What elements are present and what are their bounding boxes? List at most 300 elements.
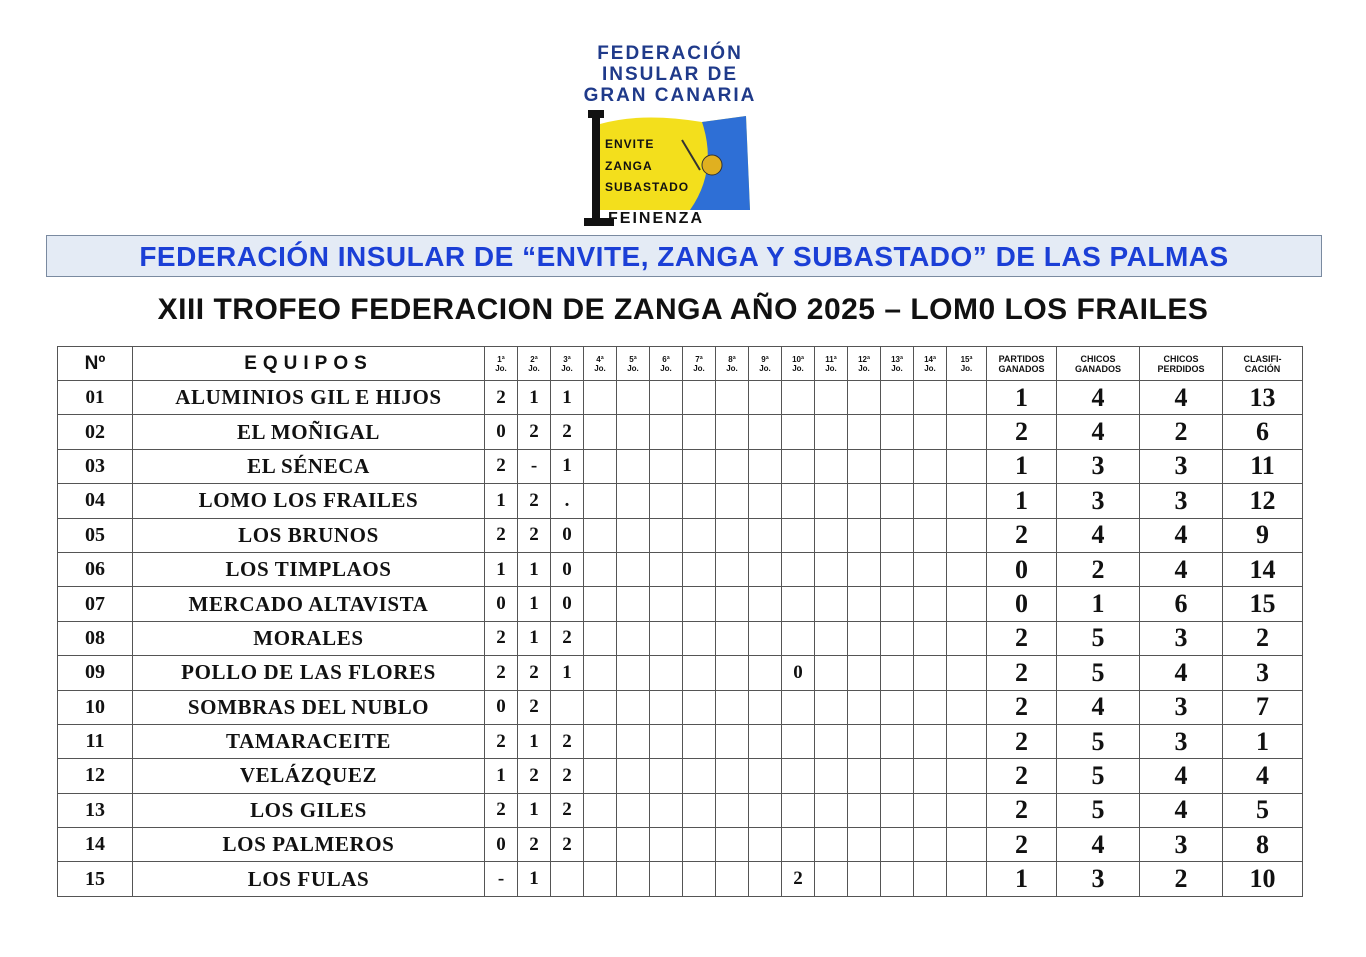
- logo-bottom-text: FEINENZA: [608, 210, 704, 227]
- header-chicos-perdidos: [1140, 347, 1223, 381]
- header-chicos-ganados-line-1: CHICOS: [1080, 353, 1116, 364]
- round-3-result: 2: [551, 415, 584, 449]
- round-14-result: [914, 759, 947, 793]
- round-14-result: [914, 862, 947, 896]
- round-5-result: [617, 690, 650, 724]
- round-1-result: 1: [485, 484, 518, 518]
- partidos-ganados: 2: [987, 828, 1057, 862]
- header-round-13-line-2: Jo.: [891, 363, 903, 373]
- round-8-result: [716, 793, 749, 827]
- chicos-perdidos: 4: [1140, 656, 1223, 690]
- table-row: [58, 828, 1303, 862]
- table-row: [58, 656, 1303, 690]
- standings-table: [57, 346, 1303, 897]
- chicos-ganados: 3: [1057, 862, 1140, 896]
- federation-banner: [46, 235, 1322, 277]
- round-1-result: 2: [485, 656, 518, 690]
- header-round-15-line-1: 15ª: [960, 354, 973, 364]
- chicos-perdidos: 3: [1140, 621, 1223, 655]
- round-5-result: [617, 759, 650, 793]
- partidos-ganados: 2: [987, 793, 1057, 827]
- round-11-result: [815, 759, 848, 793]
- header-round-6-line-2: Jo.: [660, 363, 672, 373]
- header-round-11: [815, 347, 848, 381]
- round-4-result: [584, 449, 617, 483]
- header-round-7-line-1: 7ª: [695, 354, 703, 364]
- table-row: [58, 621, 1303, 655]
- round-14-result: [914, 690, 947, 724]
- round-15-result: [947, 793, 987, 827]
- chicos-perdidos: 6: [1140, 587, 1223, 621]
- round-6-result: [650, 862, 683, 896]
- team-number: 10: [58, 690, 133, 724]
- team-name: MORALES: [133, 621, 485, 655]
- chicos-ganados: 5: [1057, 656, 1140, 690]
- round-2-result: 1: [518, 862, 551, 896]
- team-number: 06: [58, 552, 133, 586]
- round-10-result: [782, 793, 815, 827]
- round-13-result: [881, 484, 914, 518]
- round-12-result: [848, 690, 881, 724]
- chicos-ganados: 5: [1057, 759, 1140, 793]
- header-round-6: [650, 347, 683, 381]
- round-12-result: [848, 381, 881, 415]
- round-2-result: 2: [518, 828, 551, 862]
- round-6-result: [650, 793, 683, 827]
- round-7-result: [683, 759, 716, 793]
- round-13-result: [881, 621, 914, 655]
- header-partidos-ganados: [987, 347, 1057, 381]
- clasificacion: 1: [1223, 724, 1303, 758]
- round-5-result: [617, 587, 650, 621]
- round-13-result: [881, 656, 914, 690]
- header-partidos-ganados-line-1: PARTIDOS: [998, 353, 1045, 364]
- federation-logo: [560, 40, 780, 230]
- table-row: [58, 449, 1303, 483]
- round-12-result: [848, 828, 881, 862]
- header-round-4-line-1: 4ª: [596, 354, 604, 364]
- round-15-result: [947, 621, 987, 655]
- team-number: 14: [58, 828, 133, 862]
- header-round-4: [584, 347, 617, 381]
- round-5-result: [617, 449, 650, 483]
- round-9-result: [749, 724, 782, 758]
- round-9-result: [749, 690, 782, 724]
- round-8-result: [716, 381, 749, 415]
- team-name: EL MOÑIGAL: [133, 415, 485, 449]
- team-number: 05: [58, 518, 133, 552]
- clasificacion: 14: [1223, 552, 1303, 586]
- partidos-ganados: 2: [987, 518, 1057, 552]
- round-7-result: [683, 862, 716, 896]
- round-7-result: [683, 518, 716, 552]
- round-8-result: [716, 690, 749, 724]
- round-4-result: [584, 793, 617, 827]
- header-round-11-line-1: 11ª: [825, 354, 837, 364]
- round-11-result: [815, 449, 848, 483]
- round-6-result: [650, 828, 683, 862]
- round-8-result: [716, 862, 749, 896]
- header-round-3-line-2: Jo.: [561, 363, 573, 373]
- round-15-result: [947, 862, 987, 896]
- round-2-result: 2: [518, 518, 551, 552]
- round-14-result: [914, 793, 947, 827]
- round-8-result: [716, 415, 749, 449]
- round-8-result: [716, 552, 749, 586]
- round-14-result: [914, 415, 947, 449]
- round-10-result: [782, 449, 815, 483]
- round-10-result: [782, 381, 815, 415]
- chicos-perdidos: 3: [1140, 484, 1223, 518]
- header-round-8-line-1: 8ª: [728, 354, 736, 364]
- round-15-result: [947, 518, 987, 552]
- round-12-result: [848, 793, 881, 827]
- round-13-result: [881, 381, 914, 415]
- round-12-result: [848, 862, 881, 896]
- table-row: [58, 552, 1303, 586]
- table-row: [58, 724, 1303, 758]
- round-15-result: [947, 828, 987, 862]
- partidos-ganados: 0: [987, 552, 1057, 586]
- team-name: VELÁZQUEZ: [133, 759, 485, 793]
- clasificacion: 9: [1223, 518, 1303, 552]
- round-9-result: [749, 415, 782, 449]
- clasificacion: 13: [1223, 381, 1303, 415]
- header-round-3-line-1: 3ª: [563, 354, 571, 364]
- round-15-result: [947, 552, 987, 586]
- round-14-result: [914, 449, 947, 483]
- round-3-result: 0: [551, 587, 584, 621]
- chicos-ganados: 1: [1057, 587, 1140, 621]
- round-4-result: [584, 656, 617, 690]
- clasificacion: 7: [1223, 690, 1303, 724]
- header-round-11-line-2: Jo.: [825, 363, 837, 373]
- round-13-result: [881, 828, 914, 862]
- round-11-result: [815, 656, 848, 690]
- round-8-result: [716, 656, 749, 690]
- partidos-ganados: 2: [987, 690, 1057, 724]
- chicos-perdidos: 4: [1140, 381, 1223, 415]
- round-5-result: [617, 415, 650, 449]
- team-name: LOS GILES: [133, 793, 485, 827]
- round-13-result: [881, 793, 914, 827]
- chicos-ganados: 4: [1057, 690, 1140, 724]
- chicos-ganados: 3: [1057, 484, 1140, 518]
- round-11-result: [815, 484, 848, 518]
- chicos-ganados: 5: [1057, 724, 1140, 758]
- round-6-result: [650, 587, 683, 621]
- chicos-perdidos: 4: [1140, 759, 1223, 793]
- header-round-7-line-2: Jo.: [693, 363, 705, 373]
- round-15-result: [947, 759, 987, 793]
- team-name: MERCADO ALTAVISTA: [133, 587, 485, 621]
- round-3-result: 2: [551, 828, 584, 862]
- round-6-result: [650, 724, 683, 758]
- team-number: 07: [58, 587, 133, 621]
- round-14-result: [914, 381, 947, 415]
- round-1-result: 2: [485, 621, 518, 655]
- chicos-perdidos: 3: [1140, 828, 1223, 862]
- team-name: LOS BRUNOS: [133, 518, 485, 552]
- round-1-result: 0: [485, 690, 518, 724]
- round-7-result: [683, 621, 716, 655]
- clasificacion: 8: [1223, 828, 1303, 862]
- round-5-result: [617, 484, 650, 518]
- clasificacion: 10: [1223, 862, 1303, 896]
- chicos-ganados: 4: [1057, 381, 1140, 415]
- team-number: 11: [58, 724, 133, 758]
- round-3-result: 1: [551, 656, 584, 690]
- chicos-perdidos: 4: [1140, 518, 1223, 552]
- header-round-3: [551, 347, 584, 381]
- round-2-result: 2: [518, 759, 551, 793]
- header-round-9-line-2: Jo.: [759, 363, 771, 373]
- round-9-result: [749, 621, 782, 655]
- round-4-result: [584, 381, 617, 415]
- round-10-result: 0: [782, 656, 815, 690]
- round-7-result: [683, 656, 716, 690]
- round-4-result: [584, 415, 617, 449]
- round-9-result: [749, 381, 782, 415]
- header-round-8-line-2: Jo.: [726, 363, 738, 373]
- flag-word-subastado: SUBASTADO: [605, 180, 690, 194]
- header-round-14: [914, 347, 947, 381]
- round-1-result: 2: [485, 724, 518, 758]
- round-5-result: [617, 793, 650, 827]
- team-name: LOS PALMEROS: [133, 828, 485, 862]
- round-3-result: 2: [551, 724, 584, 758]
- header-number: Nº: [58, 347, 133, 381]
- round-1-result: -: [485, 862, 518, 896]
- round-1-result: 0: [485, 828, 518, 862]
- round-12-result: [848, 449, 881, 483]
- header-chicos-perdidos-line-1: CHICOS: [1163, 353, 1199, 364]
- team-name: LOS TIMPLAOS: [133, 552, 485, 586]
- round-5-result: [617, 552, 650, 586]
- team-number: 15: [58, 862, 133, 896]
- team-number: 09: [58, 656, 133, 690]
- round-6-result: [650, 518, 683, 552]
- round-5-result: [617, 862, 650, 896]
- round-4-result: [584, 690, 617, 724]
- header-round-5: [617, 347, 650, 381]
- team-name: LOMO LOS FRAILES: [133, 484, 485, 518]
- team-number: 04: [58, 484, 133, 518]
- round-7-result: [683, 587, 716, 621]
- round-3-result: 1: [551, 449, 584, 483]
- header-partidos-ganados-line-2: GANADOS: [998, 363, 1045, 374]
- round-13-result: [881, 862, 914, 896]
- round-15-result: [947, 587, 987, 621]
- team-name: LOS FULAS: [133, 862, 485, 896]
- round-7-result: [683, 690, 716, 724]
- round-11-result: [815, 381, 848, 415]
- partidos-ganados: 0: [987, 587, 1057, 621]
- round-10-result: [782, 415, 815, 449]
- round-7-result: [683, 552, 716, 586]
- round-9-result: [749, 449, 782, 483]
- round-13-result: [881, 587, 914, 621]
- flag-word-zanga: ZANGA: [605, 159, 653, 173]
- clasificacion: 5: [1223, 793, 1303, 827]
- round-4-result: [584, 621, 617, 655]
- round-8-result: [716, 449, 749, 483]
- chicos-ganados: 3: [1057, 449, 1140, 483]
- round-15-result: [947, 484, 987, 518]
- header-round-8: [716, 347, 749, 381]
- round-11-result: [815, 552, 848, 586]
- partidos-ganados: 1: [987, 381, 1057, 415]
- chicos-perdidos: 3: [1140, 690, 1223, 724]
- round-3-result: .: [551, 484, 584, 518]
- round-7-result: [683, 484, 716, 518]
- round-7-result: [683, 828, 716, 862]
- chicos-perdidos: 4: [1140, 793, 1223, 827]
- round-2-result: 2: [518, 690, 551, 724]
- round-9-result: [749, 828, 782, 862]
- round-7-result: [683, 381, 716, 415]
- round-15-result: [947, 381, 987, 415]
- header-round-6-line-1: 6ª: [662, 354, 670, 364]
- round-9-result: [749, 656, 782, 690]
- round-4-result: [584, 518, 617, 552]
- chicos-ganados: 4: [1057, 828, 1140, 862]
- round-14-result: [914, 828, 947, 862]
- round-9-result: [749, 759, 782, 793]
- round-9-result: [749, 587, 782, 621]
- round-2-result: 1: [518, 587, 551, 621]
- round-8-result: [716, 828, 749, 862]
- round-13-result: [881, 690, 914, 724]
- round-6-result: [650, 690, 683, 724]
- round-15-result: [947, 690, 987, 724]
- round-3-result: 2: [551, 759, 584, 793]
- round-1-result: 2: [485, 381, 518, 415]
- header-teams: EQUIPOS: [133, 347, 485, 381]
- round-15-result: [947, 724, 987, 758]
- round-12-result: [848, 484, 881, 518]
- round-1-result: 0: [485, 587, 518, 621]
- clasificacion: 15: [1223, 587, 1303, 621]
- round-2-result: 1: [518, 381, 551, 415]
- round-10-result: [782, 552, 815, 586]
- round-8-result: [716, 587, 749, 621]
- round-14-result: [914, 587, 947, 621]
- team-number: 08: [58, 621, 133, 655]
- team-number: 13: [58, 793, 133, 827]
- round-6-result: [650, 381, 683, 415]
- clasificacion: 3: [1223, 656, 1303, 690]
- round-12-result: [848, 587, 881, 621]
- header-clasificacion-line-1: CLASIFI-: [1243, 353, 1282, 364]
- round-3-result: 2: [551, 621, 584, 655]
- round-3-result: 1: [551, 381, 584, 415]
- round-5-result: [617, 518, 650, 552]
- logo-text-line-1: FEDERACIÓN: [597, 43, 743, 64]
- round-11-result: [815, 621, 848, 655]
- chicos-ganados: 4: [1057, 415, 1140, 449]
- round-1-result: 0: [485, 415, 518, 449]
- round-1-result: 2: [485, 518, 518, 552]
- partidos-ganados: 1: [987, 484, 1057, 518]
- header-round-1-line-1: 1ª: [497, 354, 505, 364]
- round-11-result: [815, 793, 848, 827]
- round-8-result: [716, 759, 749, 793]
- round-2-result: 2: [518, 484, 551, 518]
- header-round-4-line-2: Jo.: [594, 363, 606, 373]
- header-round-1: [485, 347, 518, 381]
- table-header-row: [58, 347, 1303, 381]
- header-round-15-line-2: Jo.: [960, 363, 973, 373]
- round-1-result: 1: [485, 552, 518, 586]
- round-6-result: [650, 656, 683, 690]
- round-15-result: [947, 449, 987, 483]
- round-9-result: [749, 793, 782, 827]
- round-7-result: [683, 415, 716, 449]
- round-2-result: 2: [518, 656, 551, 690]
- clasificacion: 2: [1223, 621, 1303, 655]
- round-11-result: [815, 690, 848, 724]
- team-name: EL SÉNECA: [133, 449, 485, 483]
- team-name: ALUMINIOS GIL E HIJOS: [133, 381, 485, 415]
- table-row: [58, 690, 1303, 724]
- partidos-ganados: 2: [987, 656, 1057, 690]
- chicos-ganados: 2: [1057, 552, 1140, 586]
- chicos-perdidos: 2: [1140, 862, 1223, 896]
- header-round-12-line-2: Jo.: [858, 363, 870, 373]
- partidos-ganados: 1: [987, 449, 1057, 483]
- round-3-result: 0: [551, 552, 584, 586]
- round-10-result: [782, 621, 815, 655]
- partidos-ganados: 2: [987, 759, 1057, 793]
- team-name: POLLO DE LAS FLORES: [133, 656, 485, 690]
- flag-word-envite: ENVITE: [605, 137, 655, 151]
- round-14-result: [914, 621, 947, 655]
- round-12-result: [848, 724, 881, 758]
- round-7-result: [683, 793, 716, 827]
- chicos-ganados: 5: [1057, 793, 1140, 827]
- round-4-result: [584, 759, 617, 793]
- header-clasificacion: [1223, 347, 1303, 381]
- round-2-result: 1: [518, 552, 551, 586]
- trophy-title: XIII TROFEO FEDERACION DE ZANGA AÑO 2025 – LOM0 LOS FRAILES: [157, 293, 1209, 326]
- header-round-13: [881, 347, 914, 381]
- round-6-result: [650, 415, 683, 449]
- round-3-result: 0: [551, 518, 584, 552]
- round-6-result: [650, 449, 683, 483]
- partidos-ganados: 2: [987, 621, 1057, 655]
- round-12-result: [848, 656, 881, 690]
- header-round-14-line-2: Jo.: [924, 363, 936, 373]
- header-clasificacion-line-2: CACIÓN: [1244, 363, 1281, 374]
- clasificacion: 12: [1223, 484, 1303, 518]
- round-4-result: [584, 724, 617, 758]
- round-3-result: [551, 690, 584, 724]
- header-round-5-line-2: Jo.: [627, 363, 639, 373]
- partidos-ganados: 2: [987, 415, 1057, 449]
- table-row: [58, 587, 1303, 621]
- round-5-result: [617, 621, 650, 655]
- round-9-result: [749, 518, 782, 552]
- header-round-2-line-2: Jo.: [528, 363, 540, 373]
- round-13-result: [881, 518, 914, 552]
- round-10-result: [782, 724, 815, 758]
- round-13-result: [881, 724, 914, 758]
- round-6-result: [650, 552, 683, 586]
- round-14-result: [914, 518, 947, 552]
- header-round-9-line-1: 9ª: [761, 354, 769, 364]
- round-5-result: [617, 656, 650, 690]
